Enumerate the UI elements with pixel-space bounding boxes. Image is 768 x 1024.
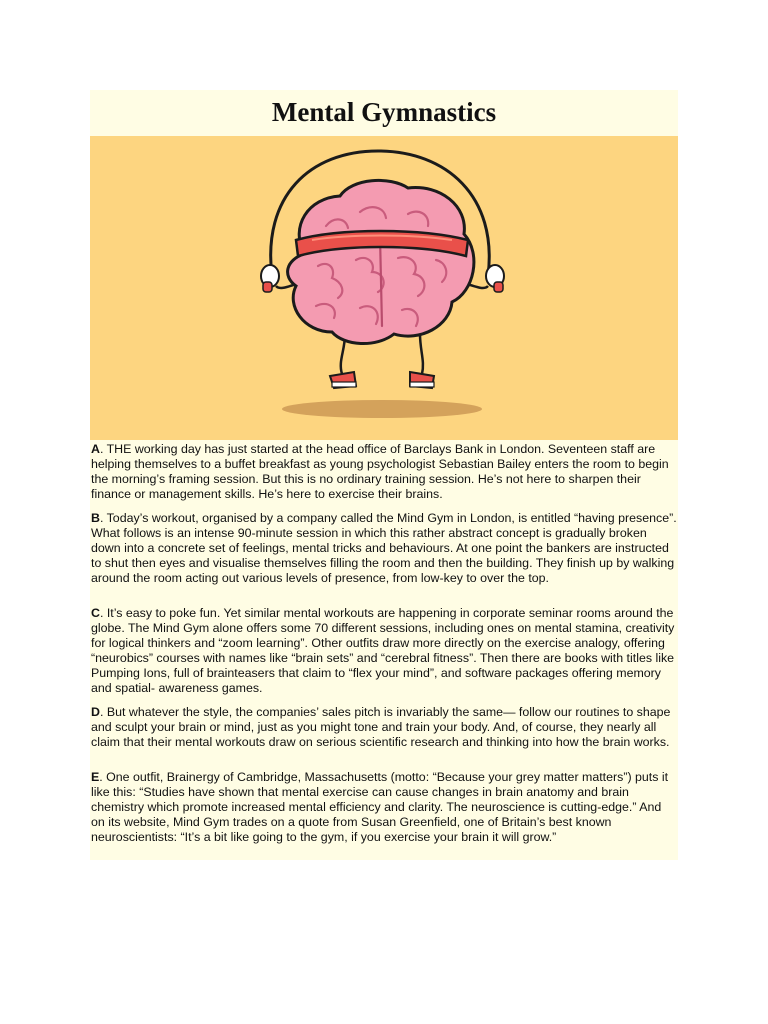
paragraph-text: . It’s easy to poke fun. Yet similar mental workouts are happening in corporate seminar rooms around the globe. The Mind Gym alone offers some 70 different sessions, including ones on mental stamina, creativity for logical thinkers and “zoom learning”. Other outfits draw more directly on the exercise analogy, offering “neurobics” courses with names like “brain sets” and “cerebral fitness”. Then there are books with titles like Pumping Ions, full of brainteasers that claim to “flex your mind”, and software packages offering memory and spatial- awareness games. [91, 606, 675, 695]
paragraph-label: B [91, 511, 100, 525]
paragraph-text: . One outfit, Brainergy of Cambridge, Massachusetts (motto: “Because your grey matter matters”) puts it like this: “Studies have shown that mental exercise can cause changes in brain anatomy and brain chemistry which promote increased mental efficiency and clarity. The neuroscience is cutting-edge.” And on its website, Mind Gym trades on a quote from Susan Greenfield, one of Britain’s best known neuroscientists: “It’s a bit like going to the gym, if you exercise your brain it will grow.” [91, 770, 669, 844]
page-title: Mental Gymnastics [271, 97, 497, 127]
paragraph-d [91, 705, 678, 750]
title-band [90, 90, 678, 136]
paragraph-c [91, 606, 678, 696]
illustration [90, 136, 678, 440]
shadow-shape [282, 400, 482, 418]
paragraph-text: . Today’s workout, organised by a company called the Mind Gym in London, is entitled “having presence”. What follows is an intense 90-minute session in which this rather abstract concept is gradually broken down into a concrete set of feelings, mental tricks and behaviours. At one point the bankers are instructed to shut then eyes and visualise themselves filling the room and then the building. They finish up by walking around the room acting out various levels of presence, from low-key to over the top. [91, 511, 677, 585]
paragraph-text: . But whatever the style, the companies’ sales pitch is invariably the same— follow our routines to shape and sculpt your brain or mind, just as you might tone and train your body. And, of course, they nearly all claim that their mental workouts draw on serious scientific research and thinking into how the brain works. [91, 705, 671, 749]
paragraph-label: E [91, 770, 100, 784]
brain-jump-rope-icon [90, 136, 678, 440]
paragraph-text: . THE working day has just started at the head office of Barclays Bank in London. Seventeen staff are helping themselves to a buffet breakfast as young psychologist Sebastian Bailey enters the room to begin the morning’s framing session. But this is no ordinary training session. He’s not here to sharpen their finance or management skills. He’s here to exercise their brains. [91, 442, 669, 501]
paragraph-label: D [91, 705, 100, 719]
article-body [90, 440, 678, 860]
paragraph-a [91, 442, 678, 502]
paragraph-label: C [91, 606, 100, 620]
paragraph-b [91, 511, 678, 586]
document-page [90, 90, 678, 860]
paragraph-e [91, 770, 678, 845]
paragraph-label: A [91, 442, 100, 456]
